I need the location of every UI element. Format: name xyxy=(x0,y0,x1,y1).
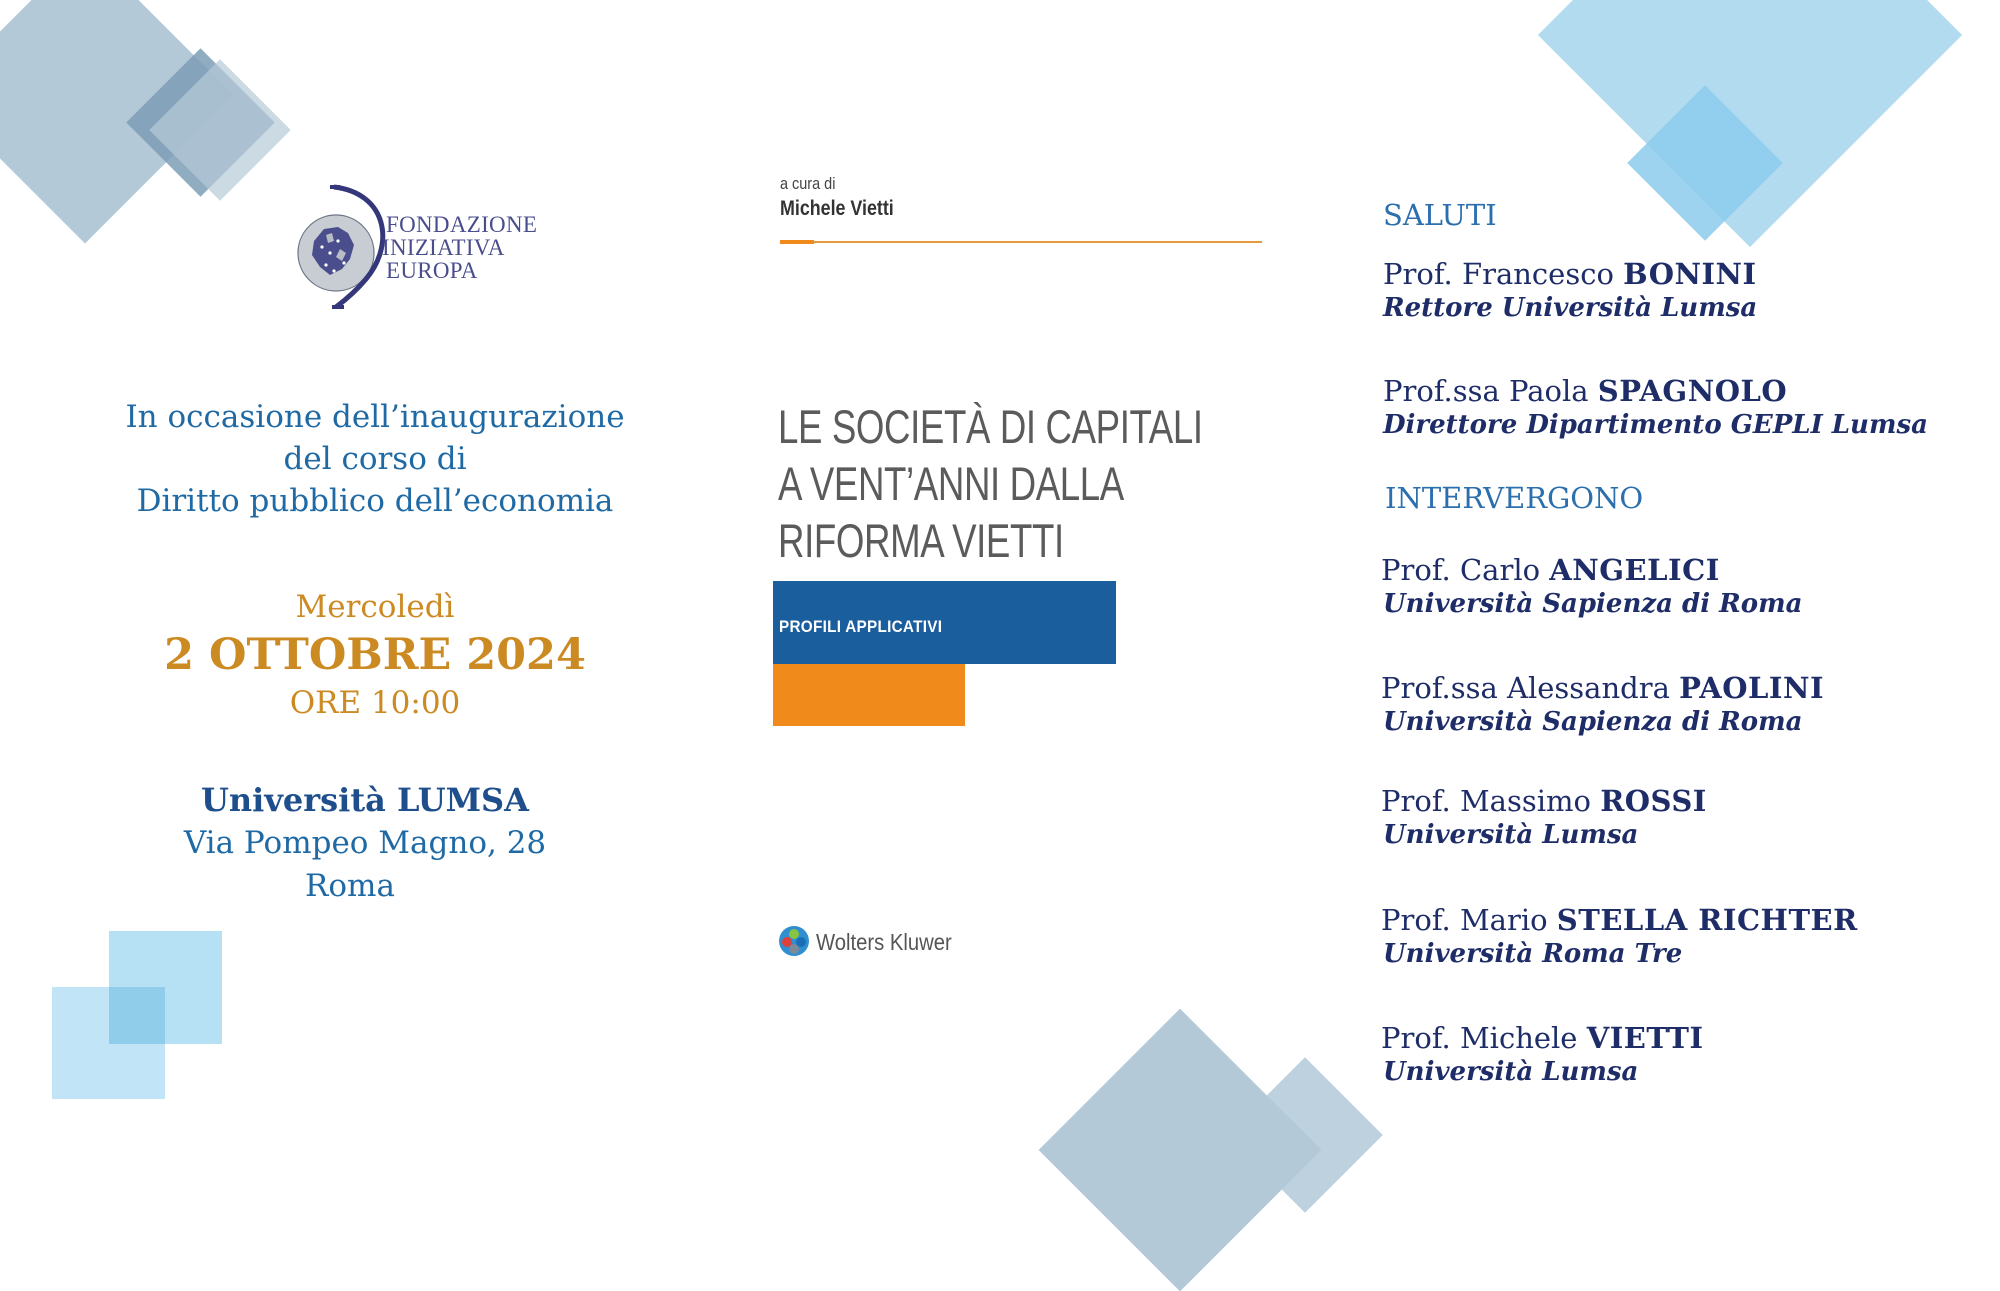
speaker-name-first: Prof. xyxy=(1381,1021,1451,1055)
speaker-surname: PAOLINI xyxy=(1679,671,1825,705)
foundation-logo xyxy=(296,183,556,313)
speaker xyxy=(1381,783,1707,851)
speaker-surname: STELLA RICHTER xyxy=(1556,903,1858,937)
venue-address: Via Pompeo Magno, 28 xyxy=(183,825,547,861)
greeting-speaker xyxy=(1383,256,1757,324)
speaker-role: Università Sapienza di Roma xyxy=(1383,589,1803,619)
book-title-line: LE SOCIETÀ DI CAPITALI xyxy=(778,400,1203,453)
decor-diamond-top-right-large xyxy=(1538,0,1962,247)
speaker-role: Università Roma Tre xyxy=(1383,939,1683,969)
wolters-kluwer-icon xyxy=(778,925,810,957)
speaker-role: Università Lumsa xyxy=(1383,820,1639,850)
book-title xyxy=(778,398,1322,569)
speaker-role: Università Lumsa xyxy=(1383,1057,1639,1087)
decor-square-bottom-left-overlap xyxy=(109,987,165,1044)
speaker-role: Rettore Università Lumsa xyxy=(1383,293,1758,323)
greetings-heading: SALUTI xyxy=(1383,198,1497,232)
speaker xyxy=(1381,902,1858,970)
book-title-line: RIFORMA VIETTI xyxy=(778,514,1064,567)
publisher-name: Wolters Kluwer xyxy=(816,929,952,955)
speaker-role: Direttore Dipartimento GEPLI Lumsa xyxy=(1383,410,1928,440)
speaker-name-first: Prof.ssa xyxy=(1381,671,1498,705)
book-rule xyxy=(780,241,1262,243)
speaker-surname: ANGELICI xyxy=(1549,553,1720,587)
venue-name: Università LUMSA xyxy=(201,781,529,819)
book-editor: Michele Vietti xyxy=(780,197,894,220)
speaker-name-first: Alessandra xyxy=(1507,671,1670,705)
speaker-name-first: Paola xyxy=(1509,374,1589,408)
occasion-block xyxy=(40,396,710,522)
speaker xyxy=(1381,1020,1704,1088)
book-subtitle-band xyxy=(773,581,1116,664)
speaker-name-first: Mario xyxy=(1459,903,1548,937)
event-weekday: Mercoledì xyxy=(295,589,455,625)
logo-line: INIZIATIVA xyxy=(382,235,505,260)
date-block xyxy=(40,585,710,725)
speaker-name-first: Prof. xyxy=(1381,903,1451,937)
book-subtitle: PROFILI APPLICATIVI xyxy=(779,617,943,636)
logo-line: EUROPA xyxy=(386,258,478,283)
book-orange-band xyxy=(773,664,965,726)
book-rule-accent xyxy=(780,240,814,244)
book-curated-by: a cura di xyxy=(780,174,836,193)
speaker-surname: SPAGNOLO xyxy=(1597,374,1788,408)
venue-city: Roma xyxy=(305,868,395,904)
book-cover xyxy=(770,160,1270,980)
speaker-name-first: Michele xyxy=(1459,1021,1578,1055)
speakers-heading: INTERVERGONO xyxy=(1385,481,1644,515)
event-date: 2 OTTOBRE 2024 xyxy=(164,630,586,680)
speaker-surname: VIETTI xyxy=(1586,1021,1704,1055)
speaker-name-first: Carlo xyxy=(1459,553,1541,587)
greeting-speaker xyxy=(1383,373,1928,441)
logo-line: FONDAZIONE xyxy=(386,212,538,237)
event-time: ORE 10:00 xyxy=(289,685,461,721)
speaker-surname: BONINI xyxy=(1623,257,1757,291)
book-title-line: A VENT’ANNI DALLA xyxy=(778,457,1124,510)
occasion-line: In occasione dell’inaugurazione xyxy=(125,399,625,435)
speaker-name-first: Prof. xyxy=(1383,257,1453,291)
speaker-name-first: Francesco xyxy=(1461,257,1614,291)
speaker-name-first: Prof. xyxy=(1381,553,1451,587)
speaker-name-first: Massimo xyxy=(1459,784,1591,818)
occasion-line: del corso di xyxy=(283,441,467,477)
speaker-role: Università Sapienza di Roma xyxy=(1383,707,1803,737)
speaker xyxy=(1381,670,1824,738)
speaker-name-first: Prof. xyxy=(1381,784,1451,818)
venue-block xyxy=(40,779,690,908)
occasion-line: Diritto pubblico dell’economia xyxy=(136,483,614,519)
speaker-surname: ROSSI xyxy=(1600,784,1707,818)
speaker xyxy=(1381,552,1802,620)
speaker-name-first: Prof.ssa xyxy=(1383,374,1500,408)
